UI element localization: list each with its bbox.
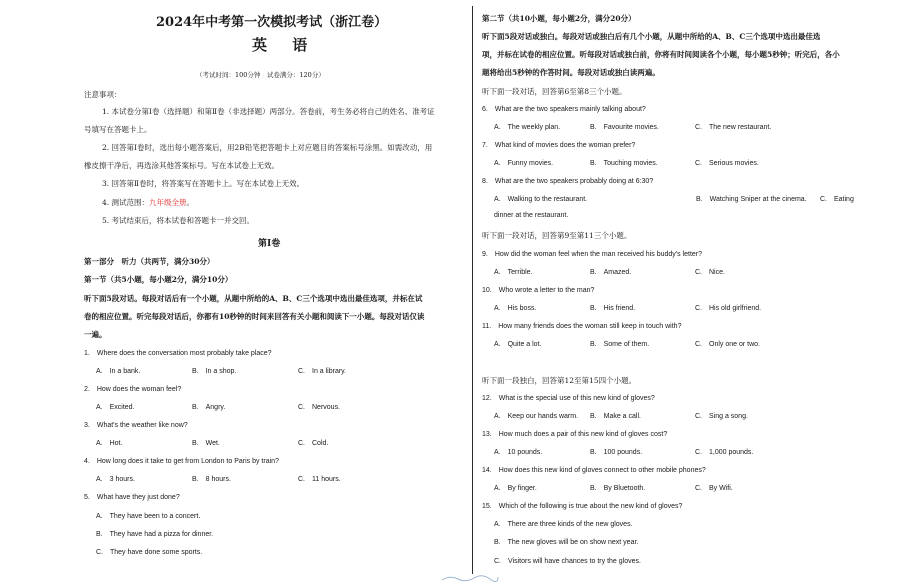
section2-instruction: 项，并标在试卷的相应位置。听每段对话或独白前，你将有时间阅读各个小题，每小题5秒钟；听完后，各小: [482, 50, 840, 59]
section1-instruction: 卷的相应位置。听完每段对话后，你都有10秒钟的时间来回答有关小题和阅读下一小题。每段对话仅读: [84, 312, 425, 321]
question-stem: 11. How many friends does the woman still keep in touch with?: [482, 323, 682, 330]
option-a: A. Keep our hands warm.: [494, 413, 579, 420]
exam-title: 2024年中考第一次模拟考试（浙江卷）: [156, 15, 388, 30]
subject-title: 英 语: [252, 36, 318, 54]
option-c: C. They have done some sports.: [96, 549, 203, 556]
option-a: A. Hot.: [96, 440, 123, 447]
option-c: C. Eating: [820, 196, 854, 203]
section2-instruction: 题将给出5秒钟的作答时间。每段对话或独白读两遍。: [482, 68, 660, 77]
range-highlight: 九年级全册: [149, 198, 187, 207]
question-stem: 8. What are the two speakers probably doing at 6:30?: [482, 178, 654, 185]
option-a: A. The weekly plan.: [494, 124, 561, 131]
option-c: C. 1,000 pounds.: [695, 449, 754, 456]
option-b: B. They have had a pizza for dinner.: [96, 531, 214, 538]
option-c: C. Only one or two.: [695, 341, 760, 348]
option-b: B. Watching Sniper at the cinema.: [696, 196, 807, 203]
option-a: A. There are three kinds of the new gloves.: [494, 521, 633, 528]
option-b: B. In a shop.: [192, 368, 237, 375]
watermark-squiggle-icon: [440, 574, 500, 583]
option-b: B. His friend.: [590, 305, 636, 312]
option-b: B. Some of them.: [590, 341, 650, 348]
group-instruction: 听下面一段对话，回答第6至第8三个小题。: [482, 87, 627, 96]
group-instruction: 听下面一段独白，回答第12至第15四个小题。: [482, 376, 637, 385]
section1-instruction: 听下面5段对话。每段对话后有一个小题，从题中所给的A、B、C三个选项中选出最佳选项，并标在试: [84, 294, 423, 303]
option-a: A. They have been to a concert.: [96, 513, 201, 520]
question-stem: 6. What are the two speakers mainly talking about?: [482, 106, 646, 113]
option-c: C. Serious movies.: [695, 160, 759, 167]
question-stem: 12. What is the special use of this new kind of gloves?: [482, 395, 655, 402]
question-stem: 5. What have they just done?: [84, 494, 180, 501]
option-b: B. Amazed.: [590, 269, 632, 276]
section1-instruction: 一遍。: [84, 330, 107, 339]
option-c: C. By Wifi.: [695, 485, 733, 492]
option-c: C. His old girlfriend.: [695, 305, 762, 312]
option-c: C. The new restaurant.: [695, 124, 772, 131]
option-c: C. Sing a song.: [695, 413, 748, 420]
option-b: B. Make a call.: [590, 413, 641, 420]
option-a: A. Quite a lot.: [494, 341, 542, 348]
section2-instruction: 听下面5段对话或独白。每段对话或独白后有几个小题，从题中所给的A、B、C三个选项中选出最佳选: [482, 32, 821, 41]
option-c: C. Visitors will have chances to try the gloves.: [494, 558, 641, 565]
section1-heading: 第一节（共5小题，每小题2分，满分10分）: [84, 275, 233, 284]
option-c: C. Nice.: [695, 269, 725, 276]
option-b: B. The new gloves will be on show next year.: [494, 539, 639, 546]
note-line: 1. 本试卷分第Ⅰ卷（选择题）和第Ⅱ卷（非选择题）两部分。答卷前，考生务必将自己的姓名、准考证: [102, 107, 435, 116]
option-a: A. His boss.: [494, 305, 537, 312]
option-a: A. 3 hours.: [96, 476, 135, 483]
option-a: A. Terrible.: [494, 269, 533, 276]
section2-heading: 第二节（共10小题，每小题2分，满分20分）: [482, 14, 636, 23]
option-c: C. Nervous.: [298, 404, 341, 411]
option-b: B. Touching movies.: [590, 160, 658, 167]
option-c-continued: dinner at the restaurant.: [494, 212, 569, 219]
question-stem: 1. Where does the conversation most probably take place?: [84, 350, 272, 357]
option-b: B. By Bluetooth.: [590, 485, 646, 492]
option-b: B. Angry.: [192, 404, 226, 411]
question-stem: 13. How much does a pair of this new kind of gloves cost?: [482, 431, 668, 438]
option-c: C. Cold.: [298, 440, 329, 447]
option-b: B. 8 hours.: [192, 476, 231, 483]
option-b: B. Favourite movies.: [590, 124, 659, 131]
option-a: A. Funny movies.: [494, 160, 554, 167]
note-line: 号填写在答题卡上。: [84, 125, 152, 134]
option-a: A. Excited.: [96, 404, 135, 411]
option-a: A. 10 pounds.: [494, 449, 543, 456]
question-stem: 4. How long does it take to get from London to Paris by train?: [84, 458, 279, 465]
note-line: 2. 回答第Ⅰ卷时，选出每小题答案后，用2B铅笔把答题卡上对应题目的答案标号涂黑。如需改动，用: [102, 143, 433, 152]
range-suffix: 。: [186, 198, 195, 207]
question-stem: 14. How does this new kind of gloves connect to other mobile phones?: [482, 467, 706, 474]
note-line-range: [102, 197, 194, 208]
volume-title: 第Ⅰ卷: [258, 239, 281, 249]
question-stem: 9. How did the woman feel when the man received his buddy's letter?: [482, 251, 703, 258]
option-a: A. Walking to the restaurant.: [494, 196, 588, 203]
note-line: 橡皮擦干净后，再选涂其他答案标号。写在本试卷上无效。: [84, 161, 279, 170]
option-c: C. 11 hours.: [298, 476, 341, 483]
option-a: A. In a bank.: [96, 368, 141, 375]
question-stem: 7. What kind of movies does the woman prefer?: [482, 142, 636, 149]
question-stem: 3. What's the weather like now?: [84, 422, 188, 429]
question-stem: 15. Which of the following is true about the new kind of gloves?: [482, 503, 683, 510]
option-c: C. In a library.: [298, 368, 347, 375]
option-a: A. By finger.: [494, 485, 537, 492]
range-prefix: 4. 测试范围：: [102, 198, 150, 207]
question-stem: 2. How does the woman feel?: [84, 386, 182, 393]
option-b: B. Wet.: [192, 440, 220, 447]
option-b: B. 100 pounds.: [590, 449, 643, 456]
question-stem: 10. Who wrote a letter to the man?: [482, 287, 595, 294]
part1-heading: 第一部分 听力（共两节，满分30分）: [84, 257, 215, 266]
note-line: 5. 考试结束后，将本试卷和答题卡一并交回。: [102, 216, 255, 225]
note-line: 3. 回答第Ⅱ卷时，将答案写在答题卡上。写在本试卷上无效。: [102, 179, 305, 188]
column-divider: [472, 6, 473, 574]
notes-heading: 注意事项：: [84, 90, 122, 99]
group-instruction: 听下面一段对话，回答第9至第11三个小题。: [482, 231, 632, 240]
exam-info: （考试时间：100分钟 试卷满分：120分）: [196, 71, 325, 79]
